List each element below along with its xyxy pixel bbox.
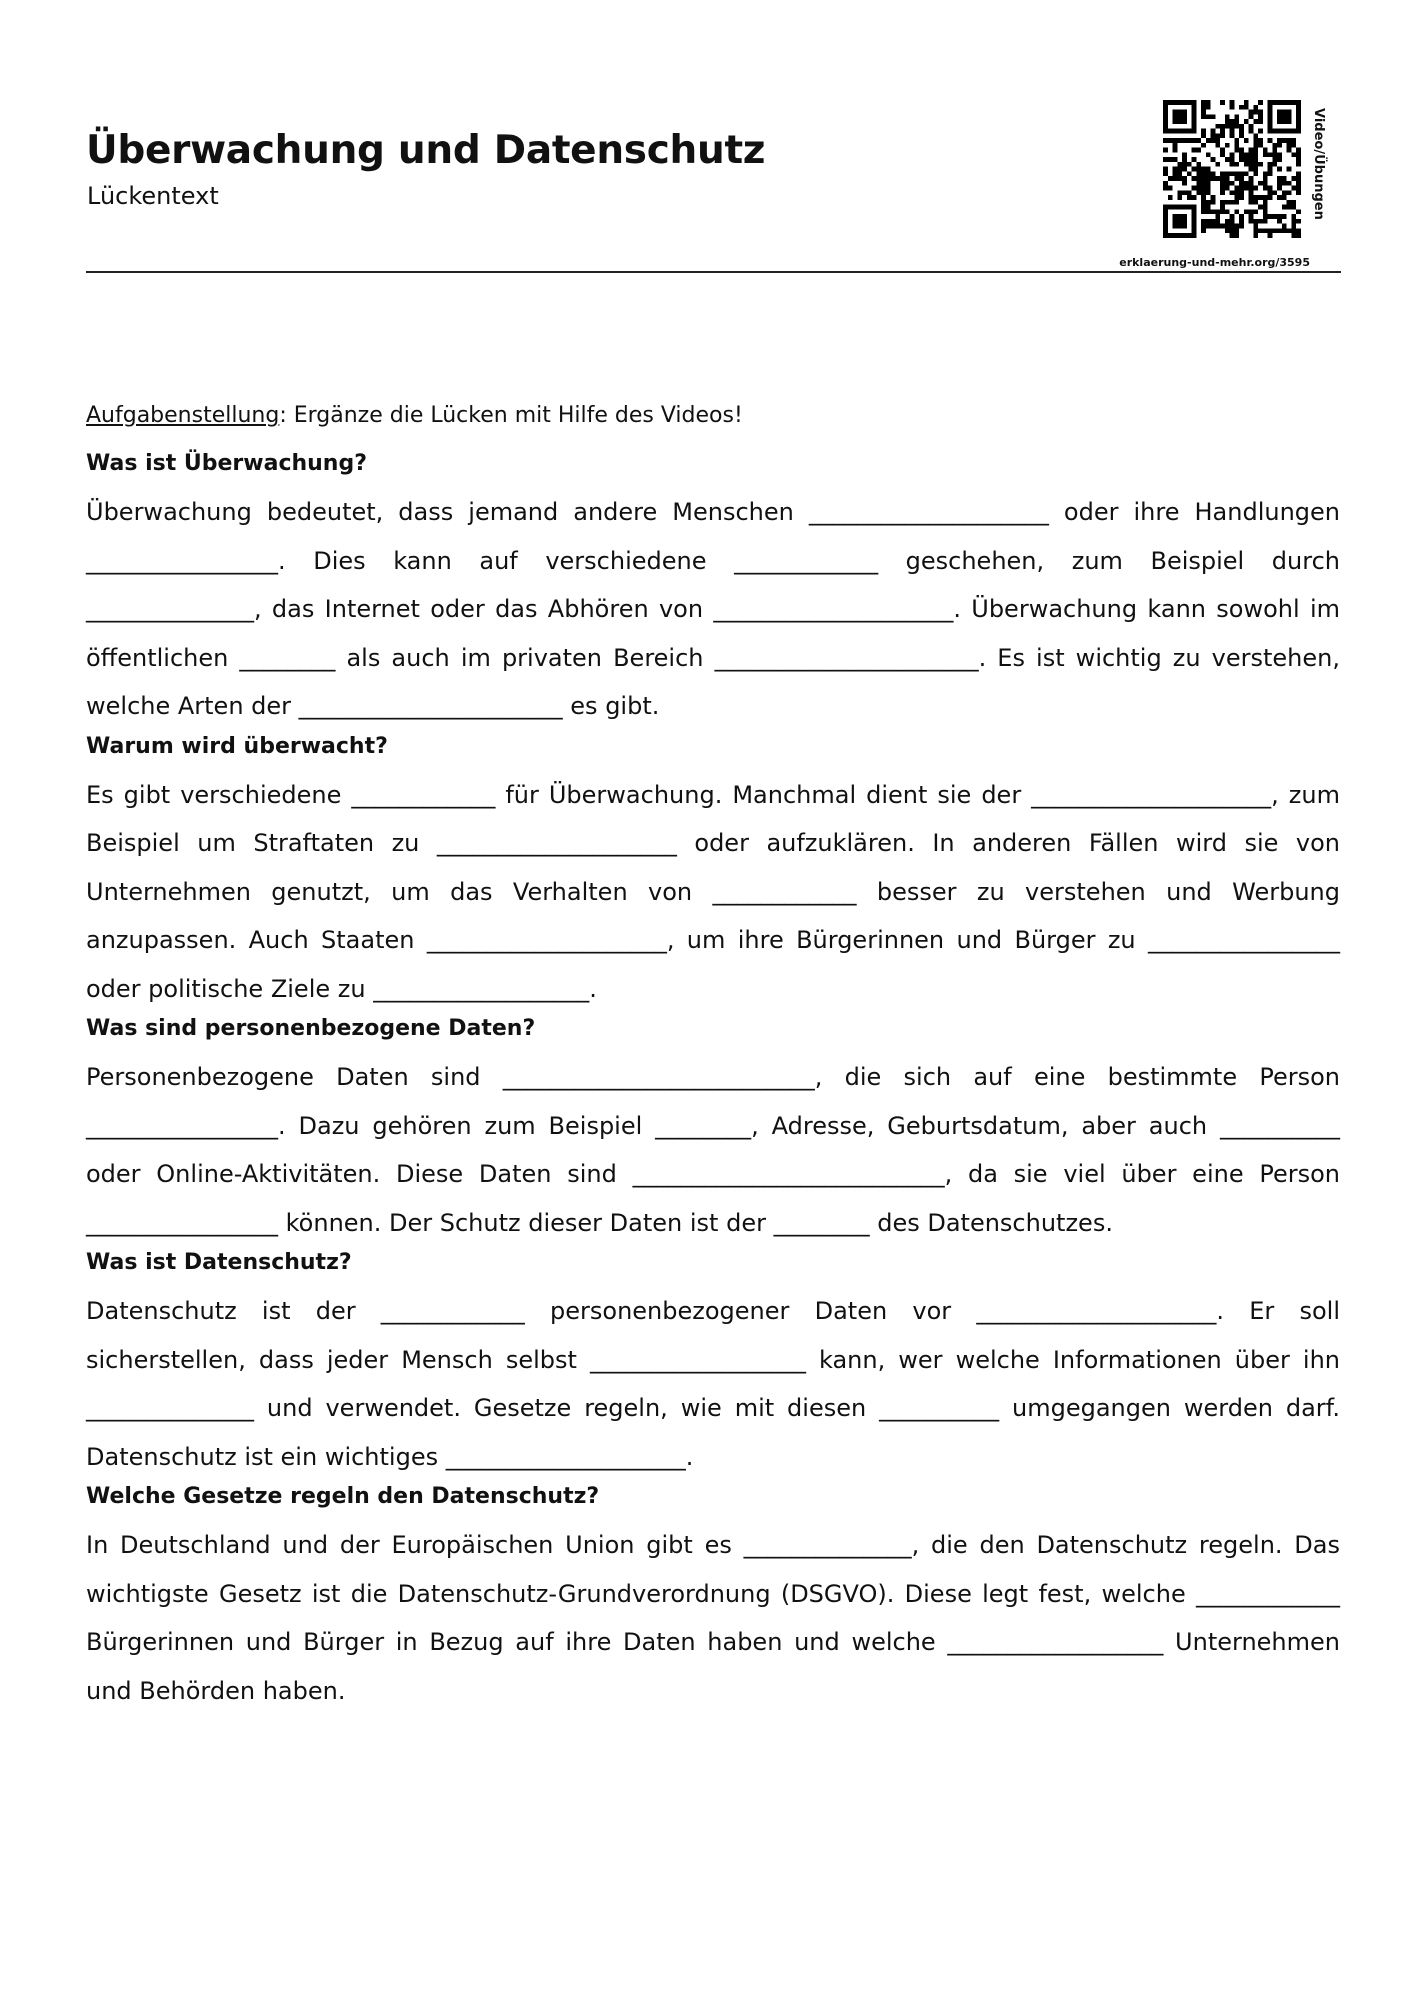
section-heading: Was sind personenbezogene Daten? xyxy=(86,1016,536,1041)
section-data-protection xyxy=(86,1247,1340,1481)
section-reasons xyxy=(86,731,1340,1014)
cloze-paragraph: Überwachung bedeutet, dass jemand andere Menschen ____________________ oder ihre Handlungen ________________. Dies kann auf verschiedene ____________ geschehen, zum Beispiel durch ______________, das Internet oder das Abhören von ____________________. Überwachung kann sowohl im öffentlichen ________ als auch im privaten Bereich ______________________. Es ist wichtig zu verstehen, welche Arten der ______________________ es gibt. xyxy=(86,498,1340,720)
qr-code-icon xyxy=(1163,100,1301,238)
section-heading: Was ist Datenschutz? xyxy=(86,1250,352,1275)
section-surveillance xyxy=(86,448,1340,731)
task-label: Aufgabenstellung xyxy=(86,403,280,428)
section-laws xyxy=(86,1481,1340,1715)
section-heading: Welche Gesetze regeln den Datenschutz? xyxy=(86,1484,600,1509)
cloze-paragraph: Personenbezogene Daten sind __________________________, die sich auf eine bestimmte Person ________________. Dazu gehören zum Beispiel ________, Adresse, Geburtsdatum, aber auch __________ oder Online-Aktivitäten. Diese Daten sind __________________________, da sie viel über eine Person ________________ können. Der Schutz dieser Daten ist der ________ des Datenschutzes. xyxy=(86,1063,1340,1237)
section-heading: Was ist Überwachung? xyxy=(86,451,367,476)
section-personal-data xyxy=(86,1013,1340,1247)
cloze-paragraph: In Deutschland und der Europäischen Union gibt es ______________, die den Datenschutz regeln. Das wichtigste Gesetz ist die Datenschutz-Grundverordnung (DSGVO). Diese legt fest, welche ____________ Bürgerinnen und Bürger in Bezug auf ihre Daten haben und welche __________________ Unternehmen und Behörden haben. xyxy=(86,1531,1340,1705)
task-text: : Ergänze die Lücken mit Hilfe des Videos! xyxy=(279,403,743,428)
video-exercises-label: Video/Übungen xyxy=(1311,108,1326,220)
header-divider xyxy=(86,271,1341,273)
source-url: erklaerung-und-mehr.org/3595 xyxy=(1119,256,1310,269)
worksheet-subtitle: Lückentext xyxy=(87,182,219,210)
worksheet-body xyxy=(86,400,1340,1715)
cloze-paragraph: Es gibt verschiedene ____________ für Überwachung. Manchmal dient sie der ____________________, zum Beispiel um Straftaten zu ____________________ oder aufzuklären. In anderen Fällen wird sie von Unternehmen genutzt, um das Verhalten von ____________ besser zu verstehen und Werbung anzupassen. Auch Staaten ____________________, um ihre Bürgerinnen und Bürger zu ________________ oder politische Ziele zu __________________. xyxy=(86,780,1340,1003)
worksheet-title: Überwachung und Datenschutz xyxy=(86,128,766,173)
section-heading: Warum wird überwacht? xyxy=(86,733,388,759)
cloze-paragraph: Datenschutz ist der ____________ personenbezogener Daten vor ____________________. Er soll sicherstellen, dass jeder Mensch selbst __________________ kann, wer welche Informationen über ihn ______________ und verwendet. Gesetze regeln, wie mit diesen __________ umgegangen werden darf. Datenschutz ist ein wichtiges ____________________. xyxy=(86,1297,1340,1471)
task-instruction xyxy=(86,400,1340,432)
